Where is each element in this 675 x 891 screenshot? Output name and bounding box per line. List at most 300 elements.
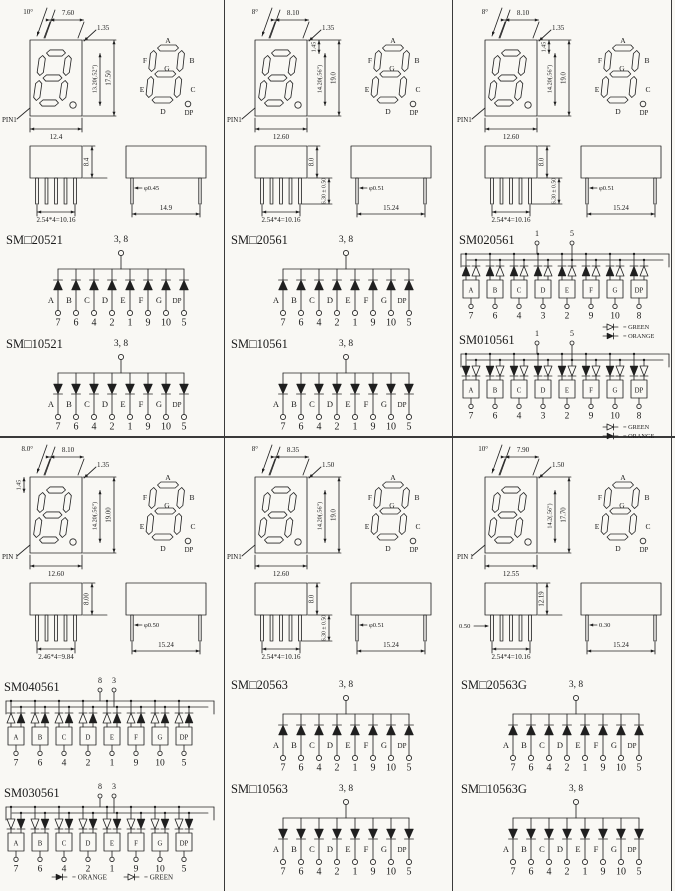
pin-number: 2: [85, 758, 91, 769]
arrowhead: [501, 456, 505, 459]
junction-dot: [633, 253, 635, 255]
arrowhead: [255, 565, 259, 568]
segment: [39, 537, 59, 543]
segment: [601, 514, 609, 535]
package-body: [255, 146, 307, 178]
pin-circle: [636, 755, 641, 760]
segment-map: [595, 36, 651, 117]
segment-letter: F: [363, 399, 369, 409]
segment: [604, 488, 612, 509]
arrowhead: [80, 456, 84, 459]
package-body: [581, 146, 661, 178]
segment: [152, 97, 174, 103]
legend-label: = GREEN: [623, 324, 650, 332]
pin-number: 10: [155, 758, 165, 769]
pin-number: 6: [298, 421, 304, 433]
segment-letter: G: [389, 64, 395, 73]
junction-dot: [106, 700, 108, 702]
pin-number: 7: [13, 864, 19, 875]
diode-filled-icon: [126, 384, 135, 394]
segment-letter: DP: [184, 547, 194, 554]
segment: [43, 75, 63, 81]
seven-segment-digit: [487, 487, 527, 543]
display-body: [255, 477, 307, 553]
pin-circle: [352, 859, 357, 864]
pin-circle: [134, 751, 138, 755]
common-pin-circle: [343, 799, 348, 804]
arrowhead: [554, 490, 557, 494]
segment-letter: B: [291, 844, 297, 854]
arrowhead: [91, 611, 94, 615]
junction-dot: [499, 259, 501, 261]
pin-number: 9: [370, 762, 376, 774]
part-number: SM□20561: [231, 233, 288, 247]
segment-letter: F: [593, 740, 599, 750]
pin-number: 9: [600, 762, 606, 774]
arrowhead: [357, 213, 361, 216]
junction-dot: [164, 706, 166, 708]
digit-height-label: 13.20(.52"): [91, 64, 99, 94]
dp-circle: [525, 102, 531, 108]
segment-width-label: 8.10: [61, 446, 75, 454]
arrowhead: [46, 456, 50, 459]
angle-label: 10°: [23, 8, 33, 16]
segment: [63, 493, 72, 513]
segment: [371, 77, 379, 98]
pin-circle: [73, 310, 78, 315]
common-pin-circle: [343, 250, 348, 255]
segment-letter: DP: [397, 401, 407, 409]
side-width-label: 15.24: [158, 641, 174, 649]
side-profile-view: [581, 583, 661, 654]
segment-letter: G: [157, 734, 163, 742]
segment-letter: E: [364, 522, 370, 531]
pin-circle: [517, 304, 521, 308]
arrowhead: [421, 650, 425, 653]
diode-hollow-icon: [472, 266, 480, 276]
arrowhead: [338, 112, 341, 116]
segment-letter: B: [521, 740, 527, 750]
diode-filled-icon: [582, 366, 590, 376]
segment: [33, 518, 42, 538]
arrowhead: [546, 146, 549, 150]
profile-height-label: 8.0: [538, 157, 546, 167]
diode-filled-icon: [387, 280, 396, 290]
lead-pin: [131, 178, 133, 204]
junction-dot: [489, 253, 491, 255]
angle-guide: [37, 8, 47, 36]
lead-pin: [529, 178, 532, 204]
pin-circle: [388, 414, 393, 419]
segment-letter: B: [37, 734, 43, 742]
segment-letter: B: [492, 387, 498, 395]
segment: [514, 81, 523, 101]
diode-hollow-icon: [616, 266, 624, 276]
segment: [177, 488, 185, 509]
common-pin-label: 3, 8: [338, 680, 354, 690]
arrowhead: [23, 489, 26, 493]
segment-letter: DP: [179, 734, 189, 742]
lead-diameter-label: φ0.51: [599, 185, 615, 192]
lead-pin: [654, 615, 656, 641]
display-body: [30, 40, 82, 116]
display-body: [255, 40, 307, 116]
side-width-label: 15.24: [383, 204, 399, 212]
diode-filled-icon: [162, 384, 171, 394]
segment: [258, 81, 267, 101]
pin-number: 6: [37, 758, 43, 769]
pin-number: 9: [370, 866, 376, 878]
segment-letter: F: [597, 493, 603, 502]
segment-letter: C: [61, 734, 67, 742]
segment-letter: D: [540, 387, 546, 395]
pin-circle: [388, 859, 393, 864]
junction-dot: [561, 253, 563, 255]
digit-height-label: 14.20(.56"): [316, 501, 324, 531]
pin-circle: [618, 859, 623, 864]
diode-filled-icon: [558, 266, 566, 276]
arrowhead: [305, 19, 309, 22]
segment-letter: A: [390, 473, 396, 482]
segment-map: [365, 36, 421, 117]
segment: [399, 514, 407, 535]
segment-letter: B: [189, 56, 195, 65]
pin-number: 2: [564, 762, 570, 774]
diode-hollow-icon: [79, 713, 87, 723]
pin-circle: [14, 751, 18, 755]
segment: [488, 518, 497, 538]
diode-filled-icon: [315, 829, 324, 839]
segment-width-label: 7.90: [516, 446, 530, 454]
diode-filled-icon: [534, 266, 542, 276]
pin-circle: [298, 859, 303, 864]
pin-number: 8: [636, 311, 642, 322]
seven-segment-digit: [257, 50, 297, 106]
diode-filled-icon: [279, 384, 288, 394]
segment-letter: B: [189, 493, 195, 502]
segment-map: [140, 473, 196, 554]
package-body: [485, 583, 537, 615]
pin-number: 4: [91, 421, 97, 433]
front-profile-view: [255, 583, 332, 661]
package-body: [126, 146, 206, 178]
side-width-label: 15.24: [383, 641, 399, 649]
pin-circle: [352, 414, 357, 419]
segment-letter: B: [644, 56, 650, 65]
profile-height-label: 8.4: [83, 157, 91, 167]
segment: [149, 488, 157, 509]
part-number: SM□20563G: [461, 678, 527, 692]
segment: [43, 512, 63, 518]
segment: [264, 537, 284, 543]
pin-number: 5: [406, 762, 412, 774]
side-profile-view: [351, 583, 431, 654]
pin-number: 10: [155, 864, 165, 875]
diode-hollow-icon: [7, 713, 15, 723]
pin-circle: [370, 414, 375, 419]
lead-pin: [270, 615, 273, 641]
legend-green-diode-icon: [607, 324, 614, 330]
junction-dot: [595, 359, 597, 361]
pin-circle: [352, 310, 357, 315]
segment: [514, 518, 523, 538]
segment: [46, 50, 66, 56]
arrowhead: [316, 174, 319, 178]
diode-filled-icon: [108, 280, 117, 290]
arrowhead: [99, 53, 102, 57]
panel-top-right: [455, 0, 675, 441]
arrowhead: [568, 549, 571, 553]
segment-letter: E: [564, 287, 570, 295]
pin-circle: [334, 755, 339, 760]
segment-letter: B: [37, 840, 43, 848]
diode-filled-icon: [510, 266, 518, 276]
junction-dot: [523, 259, 525, 261]
segment: [632, 51, 640, 72]
pin-number: 3: [540, 311, 546, 322]
circuit-diagram-bicolor: [459, 329, 669, 440]
segment-letter: E: [345, 740, 351, 750]
diode-filled-icon: [161, 819, 169, 829]
common-pin-label: 3, 8: [568, 680, 584, 690]
part-number: SM□10563: [231, 782, 288, 796]
digit-height-label: 14.20(.56"): [316, 64, 324, 94]
diode-filled-icon: [387, 384, 396, 394]
part-number: SM□20563: [231, 678, 288, 692]
diode-filled-icon: [599, 725, 608, 735]
segment-letter: A: [502, 740, 510, 750]
front-view: [2, 445, 116, 578]
pin-circle: [280, 859, 285, 864]
lead-length-label: 6.30 ± 0.50: [321, 614, 328, 642]
segment-letter: E: [564, 387, 570, 395]
pin-number: 7: [468, 411, 474, 422]
diode-hollow-icon: [31, 819, 39, 829]
lead-pin: [510, 615, 513, 641]
diode-filled-icon: [387, 725, 396, 735]
top-gap-label: 1.45: [16, 479, 23, 491]
segment-letter: C: [415, 522, 421, 531]
pin-circle: [565, 304, 569, 308]
common-pin-circle: [118, 250, 123, 255]
pin-number: 6: [298, 866, 304, 878]
diode-filled-icon: [17, 713, 25, 723]
package-body: [30, 146, 82, 178]
segment-width-label: 8.10: [286, 9, 300, 17]
diode-filled-icon: [65, 819, 73, 829]
pin-number: 2: [334, 762, 340, 774]
lead-pin: [74, 178, 77, 204]
angle-guide: [37, 445, 47, 473]
part-number: SM□10561: [231, 337, 288, 351]
segment: [604, 51, 612, 72]
seven-segment-digit: [142, 482, 185, 540]
line: [303, 459, 309, 475]
arrowhead: [30, 128, 34, 131]
pin-circle: [613, 304, 617, 308]
overall-height-label: 19.0: [330, 509, 338, 521]
arrowhead: [316, 611, 319, 615]
panel-top-left: [0, 0, 225, 437]
pin-number: 5: [636, 866, 642, 878]
junction-dot: [58, 700, 60, 702]
pin-number: 10: [386, 421, 396, 433]
junction-dot: [92, 706, 94, 708]
pin-circle: [182, 857, 186, 861]
pin-number: 7: [280, 866, 286, 878]
arrowhead: [568, 40, 571, 44]
part-number: SM□10521: [6, 337, 63, 351]
part-number: SM010561: [459, 333, 515, 347]
segment-letter: F: [367, 493, 373, 502]
segment-letter: F: [363, 295, 369, 305]
diode-hollow-icon: [127, 713, 135, 723]
segment-letter: C: [61, 840, 67, 848]
arrowhead: [359, 187, 363, 190]
diode-filled-icon: [126, 280, 135, 290]
diode-filled-icon: [72, 384, 81, 394]
seven-segment-digit: [32, 487, 72, 543]
junction-dot: [44, 812, 46, 814]
seven-segment-digit: [597, 482, 640, 540]
diode-filled-icon: [369, 384, 378, 394]
arrowhead: [262, 32, 265, 36]
diode-hollow-icon: [592, 266, 600, 276]
arrowhead: [558, 178, 561, 182]
pin-circle: [91, 414, 96, 419]
lead-pitch-label: 2.54*4=10.16: [261, 216, 301, 224]
segment: [607, 97, 629, 103]
pin-circle: [469, 304, 473, 308]
lead-pin: [510, 178, 513, 204]
arrowhead: [255, 128, 259, 131]
pin-number: 4: [516, 411, 522, 422]
circuit-diagram-single: [231, 782, 414, 878]
junction-dot: [10, 806, 12, 808]
diode-filled-icon: [387, 829, 396, 839]
junction-dot: [547, 259, 549, 261]
pin-circle: [388, 310, 393, 315]
common-pin-circle: [98, 688, 102, 692]
junction-dot: [140, 812, 142, 814]
angle-guide: [270, 447, 280, 475]
line: [533, 22, 539, 38]
segment-map: [595, 473, 651, 554]
arrowhead: [37, 211, 41, 214]
segment-letter: G: [155, 295, 163, 305]
pin-circle: [163, 414, 168, 419]
seven-segment-digit: [487, 50, 527, 106]
segment-letter: E: [345, 399, 351, 409]
diode-filled-icon: [185, 819, 193, 829]
angle-label: 8.0°: [21, 445, 33, 453]
lead-pin: [529, 615, 532, 641]
segment: [284, 81, 293, 101]
lead-pin: [74, 615, 77, 641]
diode-filled-icon: [351, 384, 360, 394]
segment-letter: DP: [179, 840, 189, 848]
segment-letter: A: [390, 36, 396, 45]
arrowhead: [328, 615, 331, 619]
pin-circle: [127, 414, 132, 419]
pin-circle: [493, 304, 497, 308]
lead-pitch-label: 2.54*4=10.16: [491, 653, 531, 661]
arrowhead: [196, 650, 200, 653]
arrowhead: [296, 648, 300, 651]
pin-number: 4: [61, 758, 67, 769]
arrowhead: [546, 174, 549, 178]
front-profile-view: [30, 583, 107, 661]
segment: [607, 534, 629, 540]
pin-number: 4: [91, 317, 97, 329]
arrowhead: [71, 211, 75, 214]
common-pin-circle: [343, 354, 348, 359]
pin-number: 9: [145, 421, 151, 433]
diode-filled-icon: [315, 280, 324, 290]
pin-circle: [55, 310, 60, 315]
arrowhead: [357, 650, 361, 653]
pin1-leader: [242, 108, 255, 119]
lead-pin: [491, 178, 494, 204]
seven-segment-digit: [142, 45, 185, 103]
segment-letter: G: [610, 740, 618, 750]
side-profile-view: [126, 583, 206, 654]
pin-circle: [280, 414, 285, 419]
segment-letter: B: [414, 56, 420, 65]
junction-dot: [82, 700, 84, 702]
dp-circle: [295, 539, 301, 545]
segment-letter: DP: [397, 742, 407, 750]
segment: [371, 514, 379, 535]
arrowhead: [359, 624, 363, 627]
front-view: [227, 445, 341, 578]
arrowhead: [548, 40, 551, 44]
junction-dot: [619, 259, 621, 261]
lead-pin: [64, 178, 67, 204]
arrowhead: [113, 477, 116, 481]
diode-filled-icon: [162, 280, 171, 290]
pin-circle: [316, 414, 321, 419]
digit-height-label: 14.2(.56"): [546, 503, 554, 529]
segment-thickness-label: 1.50: [552, 461, 565, 469]
front-view: [2, 8, 116, 141]
pin-number: 9: [600, 866, 606, 878]
junction-dot: [58, 806, 60, 808]
mechanical-drawing: [457, 445, 661, 661]
pin-number: 5: [406, 317, 412, 329]
segment-letter: A: [165, 473, 171, 482]
front-profile-view: [255, 146, 332, 224]
pin-circle: [370, 310, 375, 315]
segment-letter: A: [620, 36, 626, 45]
segment-map: [365, 473, 421, 554]
segment-letter: D: [385, 544, 391, 553]
diode-filled-icon: [351, 829, 360, 839]
segment-letter: A: [272, 295, 280, 305]
lead-pin: [55, 615, 58, 641]
arrowhead: [324, 102, 327, 106]
diode-filled-icon: [405, 280, 414, 290]
circuit-diagram-bicolor: [4, 782, 214, 875]
segment-letter: A: [468, 387, 474, 395]
legend-label: = GREEN: [144, 873, 174, 882]
display-body: [485, 477, 537, 553]
circuit-diagram-bicolor: [4, 676, 214, 769]
pin-number: 4: [316, 866, 322, 878]
segment-letter: E: [594, 85, 600, 94]
profile-height-label: 8.0: [308, 157, 316, 167]
segment-letter: DP: [639, 547, 649, 554]
